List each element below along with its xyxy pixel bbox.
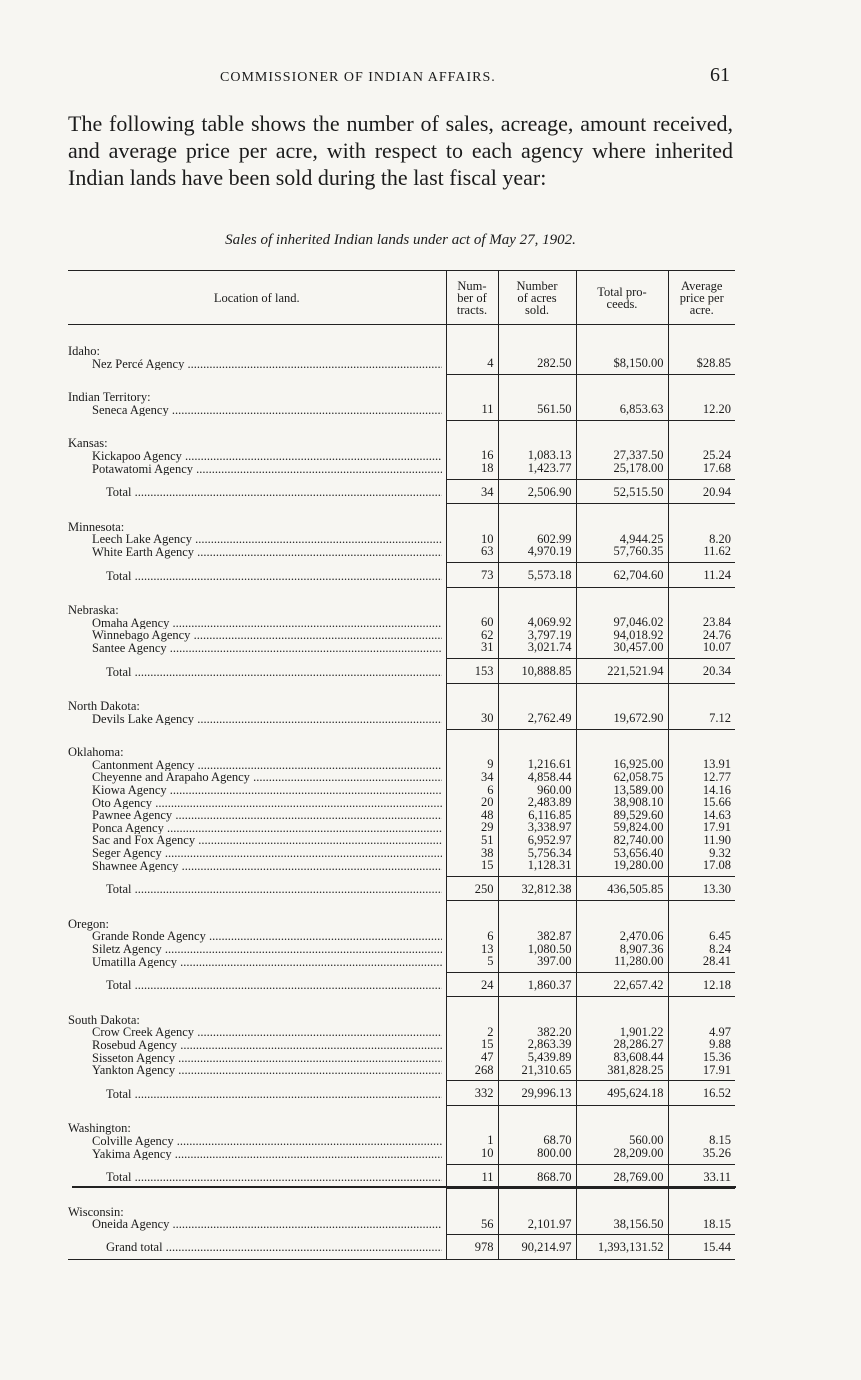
tracts-cell (446, 504, 498, 563)
location-cell (68, 729, 446, 876)
total-tracts: 250 (446, 876, 498, 901)
tracts-value: 11 (481, 402, 494, 417)
proceeds-value: 82,740.00 (613, 832, 664, 847)
agency-name: Winnebago Agency ..... (68, 629, 442, 642)
acres-value: 6,116.85 (528, 807, 572, 822)
state-total-row (68, 563, 735, 588)
proceeds-value: 62,058.75 (613, 769, 664, 784)
proceeds-value: 94,018.92 (613, 627, 664, 642)
agency-name: Seger Agency ..... (68, 847, 442, 860)
agency-name: Seneca Agency ..... (68, 404, 442, 417)
agency-name: Crow Creek Agency ..... (68, 1026, 442, 1039)
tracts-value: 60 (481, 615, 494, 630)
average-value: 8.24 (709, 941, 731, 956)
average-value: 17.68 (702, 461, 731, 476)
tracts-cell (446, 901, 498, 972)
average-value: 9.32 (709, 845, 731, 860)
acres-value: 4,858.44 (527, 769, 572, 784)
proceeds-value: 28,286.27 (613, 1037, 664, 1052)
average-value: 23.84 (702, 615, 731, 630)
average-value: 17.08 (702, 858, 731, 873)
total-acres: 868.70 (498, 1164, 576, 1189)
tracts-value: 30 (481, 711, 494, 726)
agency-name: Yakima Agency ..... (68, 1148, 442, 1161)
grand-total-proceeds: 1,393,131.52 (576, 1235, 668, 1260)
tracts-value: 34 (481, 769, 494, 784)
page-number: 61 (710, 64, 730, 86)
sales-table (68, 270, 735, 1260)
proceeds-value: 2,470.06 (619, 928, 664, 943)
agency-name: Rosebud Agency ..... (68, 1039, 442, 1052)
acres-cell (498, 1105, 576, 1164)
average-cell (668, 1189, 735, 1235)
total-acres: 1,860.37 (498, 972, 576, 997)
tracts-cell (446, 374, 498, 420)
average-value: $28.85 (696, 356, 731, 371)
tracts-value: 268 (474, 1062, 494, 1077)
header-tracts: Num- ber of tracts. (446, 271, 498, 325)
tracts-cell (446, 997, 498, 1081)
tracts-value: 18 (481, 461, 494, 476)
state-group-row (68, 325, 735, 375)
agency-name: Oto Agency ..... (68, 797, 442, 810)
total-proceeds: 28,769.00 (576, 1164, 668, 1189)
tracts-value: 15 (481, 1037, 494, 1052)
agency-name: Kiowa Agency ..... (68, 784, 442, 797)
tracts-value: 5 (487, 954, 494, 969)
average-value: 18.15 (702, 1216, 731, 1231)
proceeds-cell (576, 374, 668, 420)
acres-value: 3,797.19 (527, 627, 572, 642)
acres-cell (498, 997, 576, 1081)
tracts-value: 9 (487, 757, 494, 772)
tracts-cell (446, 1105, 498, 1164)
tracts-value: 20 (481, 795, 494, 810)
location-cell (68, 420, 446, 479)
average-value: 11.62 (703, 544, 731, 559)
average-cell (668, 504, 735, 563)
acres-value: 1,216.61 (527, 757, 572, 772)
proceeds-value: 89,529.60 (613, 807, 664, 822)
tracts-value: 56 (481, 1216, 494, 1231)
average-cell (668, 1105, 735, 1164)
average-value: 24.76 (702, 627, 731, 642)
total-average: 33.11 (668, 1164, 735, 1189)
agency-name: Sac and Fox Agency ..... (68, 834, 442, 847)
total-acres: 29,996.13 (498, 1081, 576, 1106)
acres-value: 800.00 (537, 1146, 572, 1161)
location-cell (68, 901, 446, 972)
total-label-cell (68, 876, 446, 901)
acres-value: 1,128.31 (527, 858, 572, 873)
total-tracts: 153 (446, 659, 498, 684)
state-name: Wisconsin: (68, 1204, 124, 1219)
state-group-row (68, 587, 735, 658)
acres-value: 2,863.39 (527, 1037, 572, 1052)
agency-name: Potawatomi Agency ..... (68, 463, 442, 476)
average-value: 11.90 (703, 832, 731, 847)
grand-total-label: Grand total ..... (68, 1241, 442, 1254)
average-value: 8.15 (709, 1133, 731, 1148)
tracts-cell (446, 325, 498, 375)
location-cell (68, 1189, 446, 1235)
average-value: 10.07 (702, 640, 731, 655)
acres-cell (498, 325, 576, 375)
agency-name: White Earth Agency ..... (68, 546, 442, 559)
state-name: South Dakota: (68, 1012, 140, 1027)
proceeds-cell (576, 325, 668, 375)
grand-total-tracts: 978 (446, 1235, 498, 1260)
sales-table-container (68, 270, 735, 1260)
bottom-rule (72, 1186, 736, 1188)
tracts-cell (446, 1189, 498, 1235)
total-label: Total ..... (68, 1088, 442, 1101)
agency-name: Pawnee Agency ..... (68, 809, 442, 822)
state-total-row (68, 876, 735, 901)
acres-value: 1,083.13 (527, 448, 572, 463)
agency-name: Sisseton Agency ..... (68, 1052, 442, 1065)
total-average: 16.52 (668, 1081, 735, 1106)
acres-value: 1,080.50 (527, 941, 572, 956)
state-group-row (68, 997, 735, 1081)
acres-cell (498, 683, 576, 729)
agency-name: Shawnee Agency ..... (68, 860, 442, 873)
proceeds-cell (576, 729, 668, 876)
proceeds-value: 97,046.02 (613, 615, 664, 630)
acres-value: 3,338.97 (527, 820, 572, 835)
state-group-row (68, 901, 735, 972)
grand-total-label-cell (68, 1235, 446, 1260)
proceeds-value: 27,337.50 (613, 448, 664, 463)
average-value: 8.20 (709, 531, 731, 546)
state-name: Nebraska: (68, 603, 119, 618)
average-value: 12.77 (702, 769, 731, 784)
total-label: Total ..... (68, 1171, 442, 1184)
state-name: Minnesota: (68, 519, 125, 534)
proceeds-value: 11,280.00 (613, 954, 664, 969)
table-header-row (68, 271, 735, 325)
total-label-cell (68, 659, 446, 684)
average-cell (668, 420, 735, 479)
agency-name: Yankton Agency ..... (68, 1064, 442, 1077)
acres-value: 1,423.77 (527, 461, 572, 476)
proceeds-value: 57,760.35 (613, 544, 664, 559)
tracts-cell (446, 420, 498, 479)
tracts-value: 1 (487, 1133, 494, 1148)
total-tracts: 332 (446, 1081, 498, 1106)
tracts-value: 51 (481, 832, 494, 847)
intro-paragraph: The following table shows the number of sales, acreage, amount received, and average price per acre, with respect to each agency where inherited Indian lands have been sold during the last fiscal year: (68, 111, 733, 190)
average-cell (668, 325, 735, 375)
total-proceeds: 52,515.50 (576, 479, 668, 504)
grand-total-row (68, 1235, 735, 1260)
tracts-value: 31 (481, 640, 494, 655)
proceeds-value: 1,901.22 (619, 1024, 664, 1039)
total-proceeds: 62,704.60 (576, 563, 668, 588)
total-label-cell (68, 479, 446, 504)
acres-value: 382.20 (537, 1024, 572, 1039)
average-cell (668, 729, 735, 876)
proceeds-value: 30,457.00 (613, 640, 664, 655)
tracts-value: 48 (481, 807, 494, 822)
location-cell (68, 1105, 446, 1164)
acres-value: 960.00 (537, 782, 572, 797)
acres-value: 282.50 (537, 356, 572, 371)
proceeds-value: 38,156.50 (613, 1216, 664, 1231)
tracts-value: 6 (487, 928, 494, 943)
acres-value: 4,970.19 (527, 544, 572, 559)
tracts-value: 13 (481, 941, 494, 956)
acres-value: 5,439.89 (527, 1050, 572, 1065)
location-cell (68, 325, 446, 375)
proceeds-value: 59,824.00 (613, 820, 664, 835)
total-tracts: 11 (446, 1164, 498, 1189)
agency-name: Nez Percé Agency ..... (68, 358, 442, 371)
average-cell (668, 374, 735, 420)
acres-value: 382.87 (537, 928, 572, 943)
proceeds-value: 381,828.25 (607, 1062, 664, 1077)
proceeds-cell (576, 587, 668, 658)
total-label: Total ..... (68, 570, 442, 583)
acres-cell (498, 901, 576, 972)
grand-total-acres: 90,214.97 (498, 1235, 576, 1260)
average-value: 9.88 (709, 1037, 731, 1052)
agency-name: Siletz Agency ..... (68, 943, 442, 956)
state-name: Oregon: (68, 916, 109, 931)
average-value: 17.91 (702, 1062, 731, 1077)
total-acres: 2,506.90 (498, 479, 576, 504)
proceeds-value: 16,925.00 (613, 757, 664, 772)
total-acres: 32,812.38 (498, 876, 576, 901)
tracts-value: 62 (481, 627, 494, 642)
average-value: 4.97 (709, 1024, 731, 1039)
acres-value: 2,483.89 (527, 795, 572, 810)
tracts-value: 47 (481, 1050, 494, 1065)
state-total-row (68, 659, 735, 684)
running-head: COMMISSIONER OF INDIAN AFFAIRS. (220, 70, 496, 85)
proceeds-value: 13,589.00 (613, 782, 664, 797)
total-proceeds: 221,521.94 (576, 659, 668, 684)
total-label-cell (68, 972, 446, 997)
agency-name: Oneida Agency ..... (68, 1218, 442, 1231)
state-name: Washington: (68, 1121, 131, 1136)
proceeds-value: 53,656.40 (613, 845, 664, 860)
tracts-cell (446, 729, 498, 876)
state-total-row (68, 972, 735, 997)
location-cell (68, 997, 446, 1081)
header-average: Average price per acre. (668, 271, 735, 325)
agency-name: Grande Ronde Agency ..... (68, 930, 442, 943)
proceeds-value: 25,178.00 (613, 461, 664, 476)
total-average: 13.30 (668, 876, 735, 901)
location-cell (68, 504, 446, 563)
state-name: North Dakota: (68, 699, 140, 714)
acres-value: 561.50 (537, 402, 572, 417)
total-average: 11.24 (668, 563, 735, 588)
agency-name: Kickapoo Agency ..... (68, 450, 442, 463)
tracts-value: 2 (487, 1024, 494, 1039)
state-name: Indian Territory: (68, 390, 151, 405)
state-name: Kansas: (68, 436, 108, 451)
proceeds-cell (576, 683, 668, 729)
table-caption: Sales of inherited Indian lands under act of May 27, 1902. (225, 232, 576, 248)
average-value: 14.63 (702, 807, 731, 822)
table-body (68, 325, 735, 1260)
proceeds-cell (576, 997, 668, 1081)
tracts-value: 63 (481, 544, 494, 559)
proceeds-value: 28,209.00 (613, 1146, 664, 1161)
total-acres: 5,573.18 (498, 563, 576, 588)
proceeds-value: 38,908.10 (613, 795, 664, 810)
average-cell (668, 901, 735, 972)
total-label: Total ..... (68, 486, 442, 499)
tracts-value: 16 (481, 448, 494, 463)
header-location: Location of land. (68, 271, 446, 325)
total-tracts: 24 (446, 972, 498, 997)
proceeds-value: 83,608.44 (613, 1050, 664, 1065)
agency-name: Umatilla Agency ..... (68, 956, 442, 969)
location-cell (68, 587, 446, 658)
average-value: 12.20 (702, 402, 731, 417)
total-proceeds: 436,505.85 (576, 876, 668, 901)
location-cell (68, 683, 446, 729)
total-average: 20.34 (668, 659, 735, 684)
tracts-value: 10 (481, 1146, 494, 1161)
agency-name: Santee Agency ..... (68, 642, 442, 655)
acres-value: 397.00 (537, 954, 572, 969)
proceeds-value: 560.00 (629, 1133, 664, 1148)
agency-name: Omaha Agency ..... (68, 617, 442, 630)
tracts-value: 4 (487, 356, 494, 371)
average-cell (668, 683, 735, 729)
average-value: 25.24 (702, 448, 731, 463)
agency-name: Ponca Agency ..... (68, 822, 442, 835)
state-group-row (68, 1105, 735, 1164)
proceeds-cell (576, 1189, 668, 1235)
acres-cell (498, 504, 576, 563)
proceeds-value: $8,150.00 (613, 356, 664, 371)
state-group-row (68, 683, 735, 729)
proceeds-value: 19,280.00 (613, 858, 664, 873)
acres-value: 6,952.97 (527, 832, 572, 847)
total-tracts: 73 (446, 563, 498, 588)
acres-cell (498, 729, 576, 876)
acres-value: 4,069.92 (527, 615, 572, 630)
average-cell (668, 997, 735, 1081)
acres-cell (498, 587, 576, 658)
total-proceeds: 495,624.18 (576, 1081, 668, 1106)
total-label-cell (68, 1081, 446, 1106)
acres-cell (498, 420, 576, 479)
proceeds-value: 6,853.63 (619, 402, 664, 417)
state-name: Idaho: (68, 344, 100, 358)
average-value: 15.36 (702, 1050, 731, 1065)
tracts-value: 29 (481, 820, 494, 835)
location-cell (68, 374, 446, 420)
header-acres: Number of acres sold. (498, 271, 576, 325)
total-acres: 10,888.85 (498, 659, 576, 684)
agency-name: Devils Lake Agency ..... (68, 713, 442, 726)
grand-total-average: 15.44 (668, 1235, 735, 1260)
average-value: 35.26 (702, 1146, 731, 1161)
acres-value: 3,021.74 (527, 640, 572, 655)
total-label: Total ..... (68, 883, 442, 896)
total-average: 20.94 (668, 479, 735, 504)
total-label: Total ..... (68, 666, 442, 679)
tracts-value: 6 (487, 782, 494, 797)
acres-value: 21,310.65 (521, 1062, 572, 1077)
acres-value: 68.70 (543, 1133, 572, 1148)
average-cell (668, 587, 735, 658)
state-total-row (68, 479, 735, 504)
proceeds-cell (576, 901, 668, 972)
total-tracts: 34 (446, 479, 498, 504)
average-value: 13.91 (702, 757, 731, 772)
tracts-value: 15 (481, 858, 494, 873)
acres-value: 5,756.34 (527, 845, 572, 860)
tracts-cell (446, 587, 498, 658)
average-value: 14.16 (702, 782, 731, 797)
total-average: 12.18 (668, 972, 735, 997)
agency-name: Cantonment Agency ..... (68, 759, 442, 772)
acres-value: 2,101.97 (527, 1216, 572, 1231)
tracts-cell (446, 683, 498, 729)
total-proceeds: 22,657.42 (576, 972, 668, 997)
state-group-row (68, 374, 735, 420)
tracts-value: 38 (481, 845, 494, 860)
state-group-row (68, 729, 735, 876)
state-group-row (68, 1189, 735, 1235)
acres-cell (498, 1189, 576, 1235)
proceeds-cell (576, 420, 668, 479)
average-value: 7.12 (709, 711, 731, 726)
acres-cell (498, 374, 576, 420)
average-value: 28.41 (702, 954, 731, 969)
acres-value: 2,762.49 (527, 711, 572, 726)
proceeds-value: 8,907.36 (619, 941, 664, 956)
state-group-row (68, 504, 735, 563)
state-name: Oklahoma: (68, 745, 124, 760)
total-label: Total ..... (68, 979, 442, 992)
state-total-row (68, 1081, 735, 1106)
average-value: 15.66 (702, 795, 731, 810)
acres-value: 602.99 (537, 531, 572, 546)
agency-name: Colville Agency ..... (68, 1135, 442, 1148)
state-group-row (68, 420, 735, 479)
tracts-value: 10 (481, 531, 494, 546)
average-value: 17.91 (702, 820, 731, 835)
proceeds-value: 4,944.25 (619, 531, 664, 546)
header-proceeds: Total pro- ceeds. (576, 271, 668, 325)
proceeds-cell (576, 504, 668, 563)
total-label-cell (68, 563, 446, 588)
proceeds-value: 19,672.90 (613, 711, 664, 726)
agency-name: Leech Lake Agency ..... (68, 533, 442, 546)
average-value: 6.45 (709, 928, 731, 943)
proceeds-cell (576, 1105, 668, 1164)
agency-name: Cheyenne and Arapaho Agency ..... (68, 771, 442, 784)
